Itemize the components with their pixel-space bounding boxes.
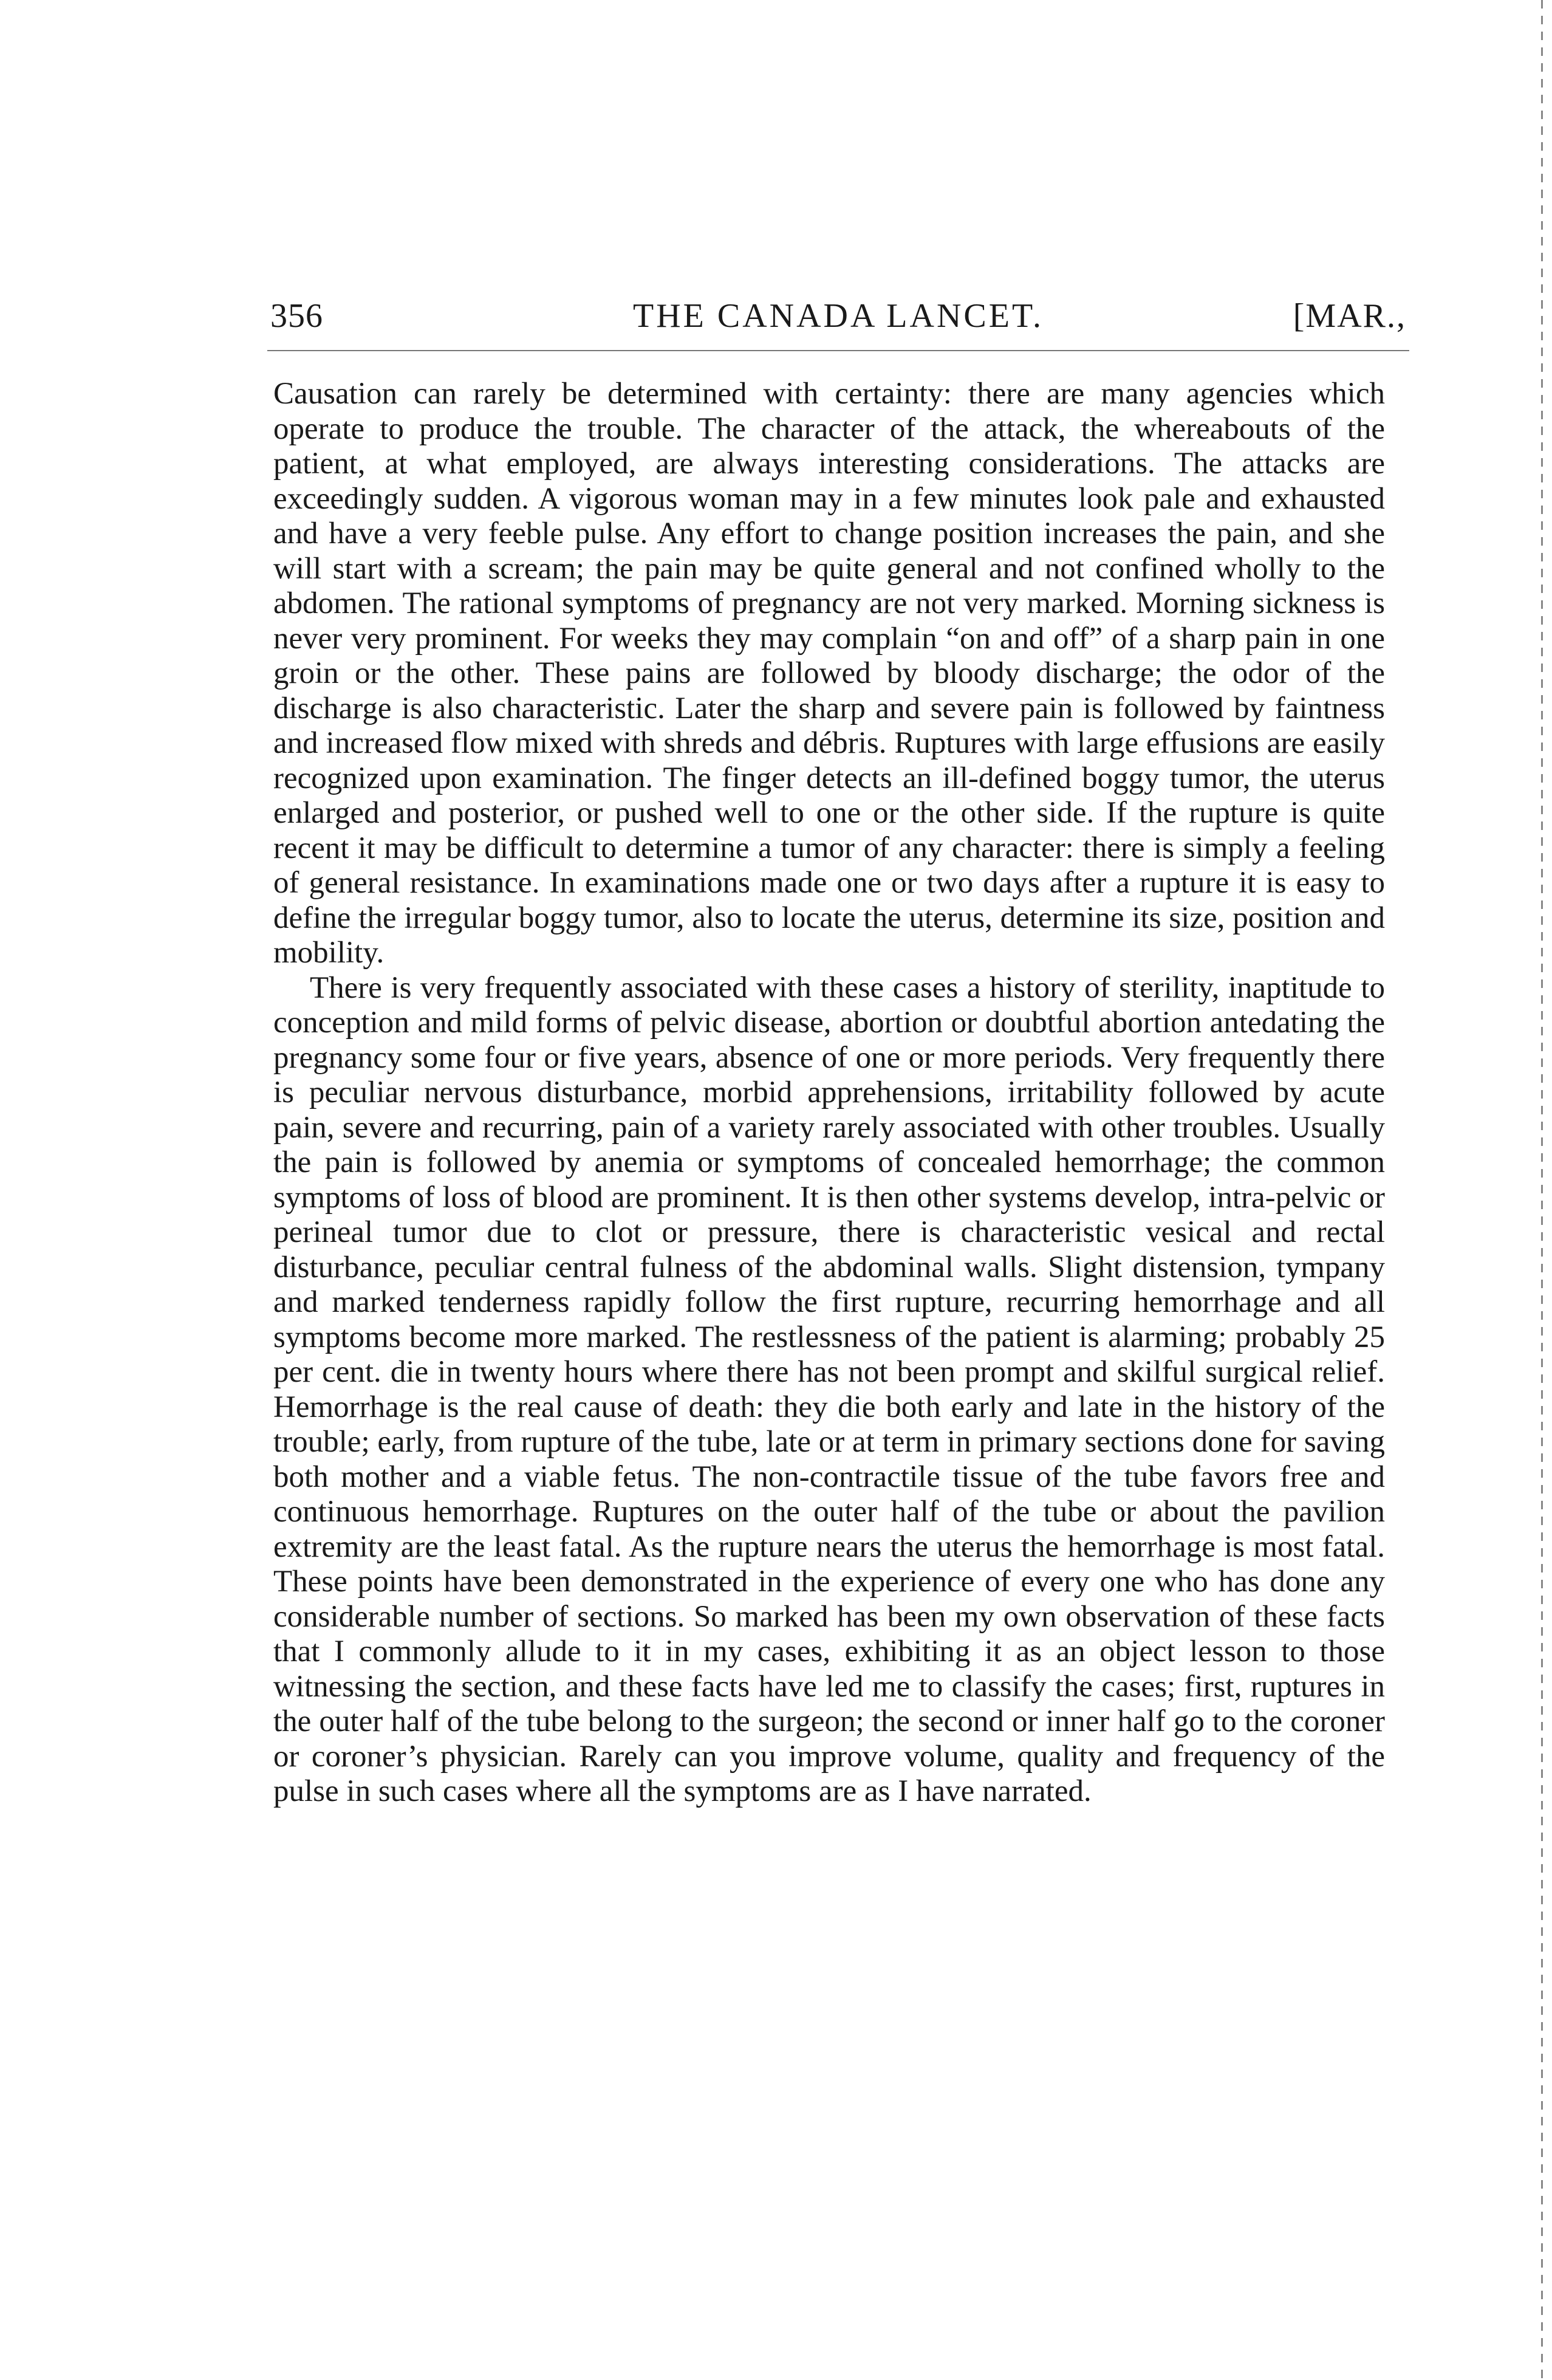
header-divider — [267, 350, 1409, 351]
running-header — [270, 292, 1406, 340]
page-number: 356 — [270, 297, 323, 335]
issue-month: [MAR., — [1293, 297, 1406, 335]
paragraph-causation: Causation can rarely be determined with certainty: there are many agencies which operate to produce the trouble. The character of the attack, the whereabouts of the patient, at what employed, are always interesting considerations. The attacks are exceedingly sudden. A vigorous woman may in a few minutes look pale and exhausted and have a very feeble pulse. Any effort to change position increases the pain, and she will start with a scream; the pain may be quite general and not confined wholly to the abdomen. The rational symptoms of pregnancy are not very marked. Morning sickness is never very prominent. For weeks they may complain “on and off” of a sharp pain in one groin or the other. These pains are followed by bloody discharge; the odor of the discharge is also characteristic. Later the sharp and severe pain is followed by faintness and increased flow mixed with shreds and débris. Ruptures with large effusions are easily recognized upon examination. The finger detects an ill-defined boggy tumor, the uterus enlarged and posterior, or pushed well to one or the other side. If the rupture is quite recent it may be difficult to determine a tumor of any character: there is simply a feeling of general resistance. In examinations made one or two days after a rupture it is easy to define the irregular boggy tumor, also to locate the uterus, determine its size, position and mobility. — [273, 377, 1385, 970]
paragraph-history: There is very frequently associated with these cases a history of sterility, inaptitude to conception and mild forms of pelvic disease, abortion or doubtful abortion antedating the pregnancy some four or five years, absence of one or more periods. Very frequently there is peculiar nervous disturbance, morbid apprehensions, irritability followed by acute pain, severe and recurring, pain of a variety rarely associated with other troubles. Usually the pain is followed by anemia or symptoms of concealed hemorrhage; the common symptoms of loss of blood are prominent. It is then other systems develop, intra-pelvic or perineal tumor due to clot or pressure, there is characteristic vesical and rectal disturbance, peculiar central fulness of the abdominal walls. Slight distension, tympany and marked tenderness rapidly follow the first rupture, recurring hemorrhage and all symptoms become more marked. The restlessness of the patient is alarming; probably 25 per cent. die in twenty hours where there has not been prompt and skilful surgical relief. Hemorrhage is the real cause of death: they die both early and late in the history of the trouble; early, from rupture of the tube, late or at term in primary sections done for saving both mother and a viable fetus. The non-contractile tissue of the tube favors free and continuous hemorrhage. Ruptures on the outer half of the tube or about the pavilion extremity are the least fatal. As the rupture nears the uterus the hemorrhage is most fatal. These points have been demonstrated in the experience of every one who has done any considerable number of sections. So marked has been my own observation of these facts that I commonly allude to it in my cases, exhibiting it as an object lesson to those witnessing the section, and these facts have led me to classify the cases; first, ruptures in the outer half of the tube belong to the surgeon; the second or inner half go to the coroner or coroner’s physician. Rarely can you improve volume, quality and frequency of the pulse in such cases where all the symptoms are as I have narrated. — [273, 970, 1385, 1808]
page-edge-rule — [1541, 0, 1543, 2380]
journal-title: THE CANADA LANCET. — [632, 297, 1044, 335]
article-body — [273, 377, 1385, 1809]
